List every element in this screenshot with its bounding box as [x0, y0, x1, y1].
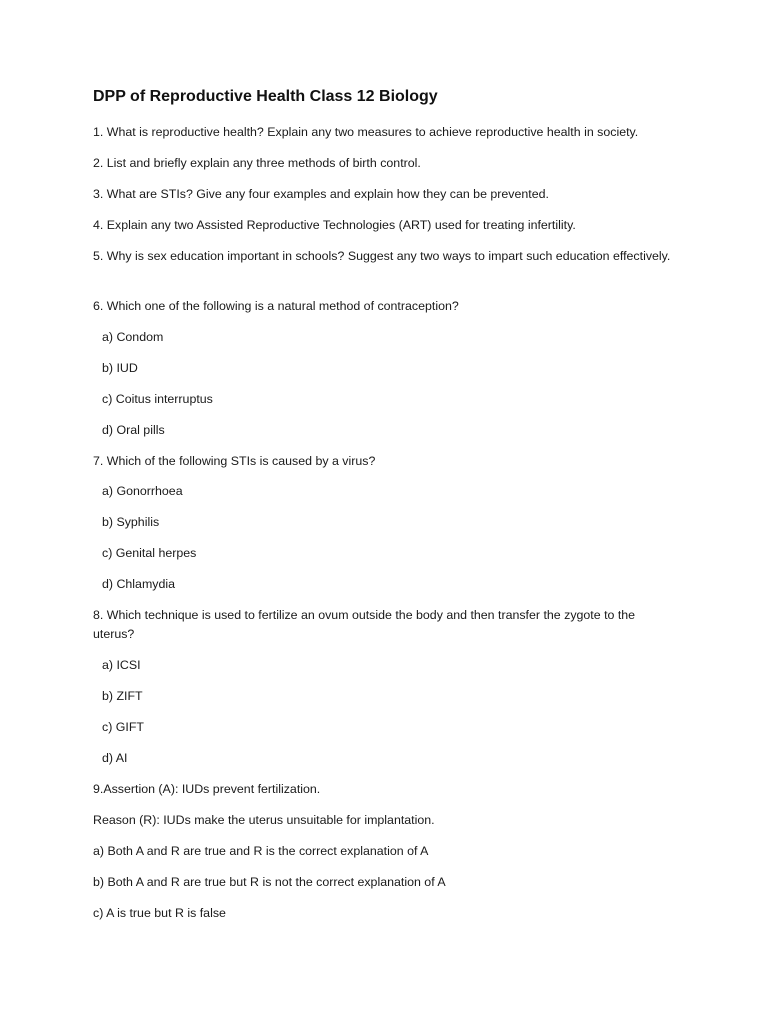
question-8-option-a: a) ICSI [102, 658, 141, 672]
question-7-option-b: b) Syphilis [102, 515, 160, 529]
question-9-option-a: a) Both A and R are true and R is the correct explanation of A [93, 844, 429, 858]
question-8-option-d: d) AI [102, 751, 128, 765]
question-7-option-c: c) Genital herpes [102, 546, 197, 560]
question-7-option-d: d) Chlamydia [102, 577, 175, 591]
question-3: 3. What are STIs? Give any four examples and explain how they can be prevented. [93, 187, 549, 201]
question-5: 5. Why is sex education important in schools? Suggest any two ways to impart such education effectively. [93, 249, 671, 263]
question-9-reason: Reason (R): IUDs make the uterus unsuitable for implantation. [93, 813, 435, 827]
question-6-option-d: d) Oral pills [102, 423, 165, 437]
question-7-option-a: a) Gonorrhoea [102, 484, 183, 498]
question-2: 2. List and briefly explain any three methods of birth control. [93, 156, 421, 170]
page-title: DPP of Reproductive Health Class 12 Biology [93, 88, 438, 105]
question-4: 4. Explain any two Assisted Reproductive Technologies (ART) used for treating infertility. [93, 218, 576, 232]
question-1: 1. What is reproductive health? Explain any two measures to achieve reproductive health in society. [93, 125, 639, 139]
question-8-option-b: b) ZIFT [102, 689, 143, 703]
question-6: 6. Which one of the following is a natural method of contraception? [93, 299, 459, 313]
question-9-option-b: b) Both A and R are true but R is not the correct explanation of A [93, 875, 446, 889]
question-8: 8. Which technique is used to fertilize an ovum outside the body and then transfer the zygote to the uterus? [93, 608, 636, 641]
question-6-option-a: a) Condom [102, 330, 164, 344]
question-6-option-b: b) IUD [102, 361, 138, 375]
question-9-assertion: 9.Assertion (A): IUDs prevent fertilization. [93, 782, 321, 796]
question-6-option-c: c) Coitus interruptus [102, 392, 213, 406]
question-9-option-c: c) A is true but R is false [93, 906, 226, 920]
question-7: 7. Which of the following STIs is caused by a virus? [93, 454, 376, 468]
question-8-option-c: c) GIFT [102, 720, 144, 734]
